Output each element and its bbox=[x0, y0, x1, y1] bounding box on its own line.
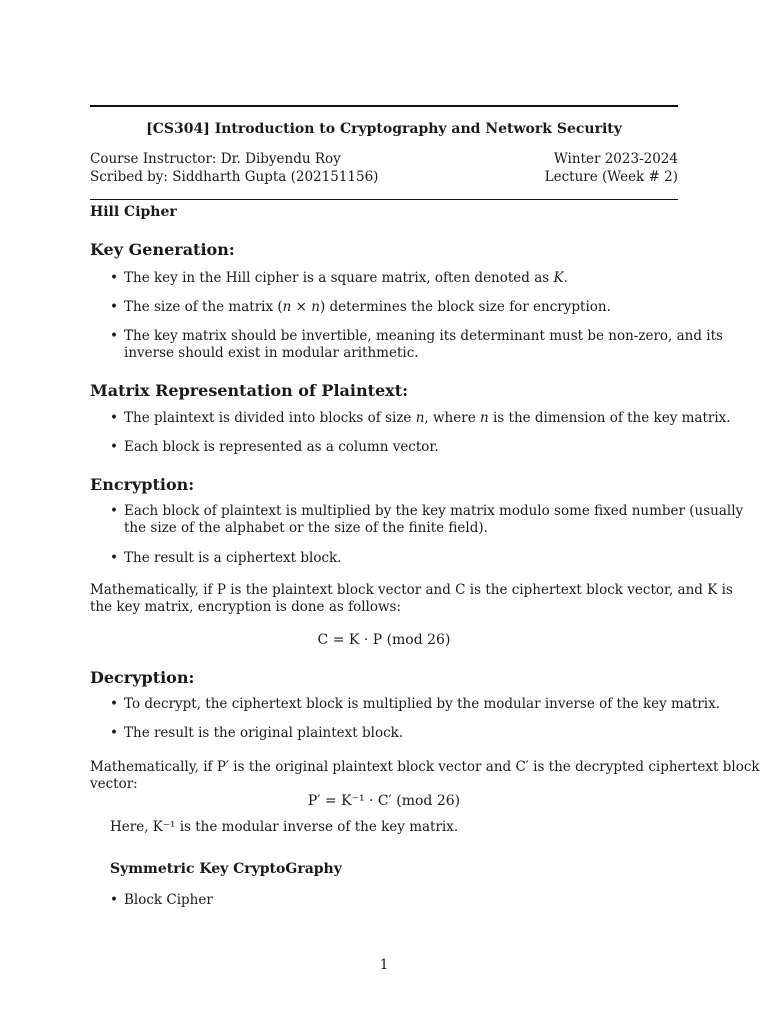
decryption-note: Here, K⁻¹ is the modular inverse of the key matrix. bbox=[110, 819, 459, 835]
bullet-icon: • bbox=[110, 299, 118, 315]
bullet-icon: • bbox=[110, 892, 118, 908]
encryption-heading: Encryption: bbox=[90, 475, 195, 494]
lecture-line: Lecture (Week # 2) bbox=[544, 169, 678, 185]
decryption-heading: Decryption: bbox=[90, 668, 195, 687]
decryption-para-line-2: vector: bbox=[90, 776, 138, 792]
encryption-para-line-2: the key matrix, encryption is done as follows: bbox=[90, 599, 402, 615]
bullet-icon: • bbox=[110, 439, 118, 455]
bullet-icon: • bbox=[110, 725, 118, 741]
encryption-para-line-1: Mathematically, if P is the plaintext block vector and C is the ciphertext block vector, and K is bbox=[90, 582, 733, 598]
page-number: 1 bbox=[379, 957, 389, 973]
top-rule bbox=[90, 105, 678, 107]
bullet-icon: • bbox=[110, 328, 118, 344]
term-line: Winter 2023-2024 bbox=[553, 151, 678, 167]
topic-title: Hill Cipher bbox=[90, 204, 177, 220]
bullet-icon: • bbox=[110, 696, 118, 712]
keygen-heading: Key Generation: bbox=[90, 240, 235, 259]
bullet-icon: • bbox=[110, 270, 118, 286]
matrix-heading: Matrix Representation of Plaintext: bbox=[90, 381, 408, 400]
decryption-para-line-1: Mathematically, if P′ is the original plaintext block vector and C′ is the decrypted ciphertext block bbox=[90, 759, 760, 775]
encryption-equation: C = K · P (mod 26) bbox=[317, 632, 451, 648]
bullet-icon: • bbox=[110, 410, 118, 426]
lecture-page: [CS304] Introduction to Cryptography and Network Security Course Instructor: Dr. Dibyendu Roy Winter 2023-2024 Scribed by: Siddharth Gupta (202151156) Lecture (Week # 2) Hill Cipher Key Generation: • The key in the Hill cipher is a square matrix, often denoted as K. • The size of the matrix (n × n) determines the block size for encryption. • The key matrix should be invertible, meaning its determinant must be non-zero, and its inverse should exist in modular arithmetic. Matrix Representation of Plaintext: • The plaintext is divided into blocks of size n, where n is the dimension of the key matrix. • Each block is represented as a column vector. Encryption: • Each block of plaintext is multiplied by the key matrix modulo some fixed number (usually the size of the alphabet or the size of the finite field). • The result is a ciphertext block. Mathematically, if P is the plaintext block vector and C is the ciphertext block vector, and K is the key matrix, encryption is done as follows: C = K · P (mod 26) Decryption: • To decrypt, the ciphertext block is multiplied by the modular inverse of the key matrix. • The result is the original plaintext block. Mathematically, if P′ is the original plaintext block vector and C′ is the decrypted ciphertext block vector: P′ = K⁻¹ · C′ (mod 26) Here, K⁻¹ is the modular inverse of the key matrix. Symmetric Key CryptoGraphy • Block Cipher 1 bbox=[0, 0, 768, 1024]
symmetric-heading: Symmetric Key CryptoGraphy bbox=[110, 861, 342, 877]
scribe-line: Scribed by: Siddharth Gupta (202151156) bbox=[90, 169, 379, 185]
decryption-equation: P′ = K⁻¹ · C′ (mod 26) bbox=[307, 793, 461, 809]
bullet-icon: • bbox=[110, 503, 118, 519]
instructor-line: Course Instructor: Dr. Dibyendu Roy bbox=[90, 151, 341, 167]
header-bottom-rule bbox=[90, 199, 678, 200]
course-title: [CS304] Introduction to Cryptography and Network Security bbox=[146, 121, 622, 137]
bullet-icon: • bbox=[110, 550, 118, 566]
